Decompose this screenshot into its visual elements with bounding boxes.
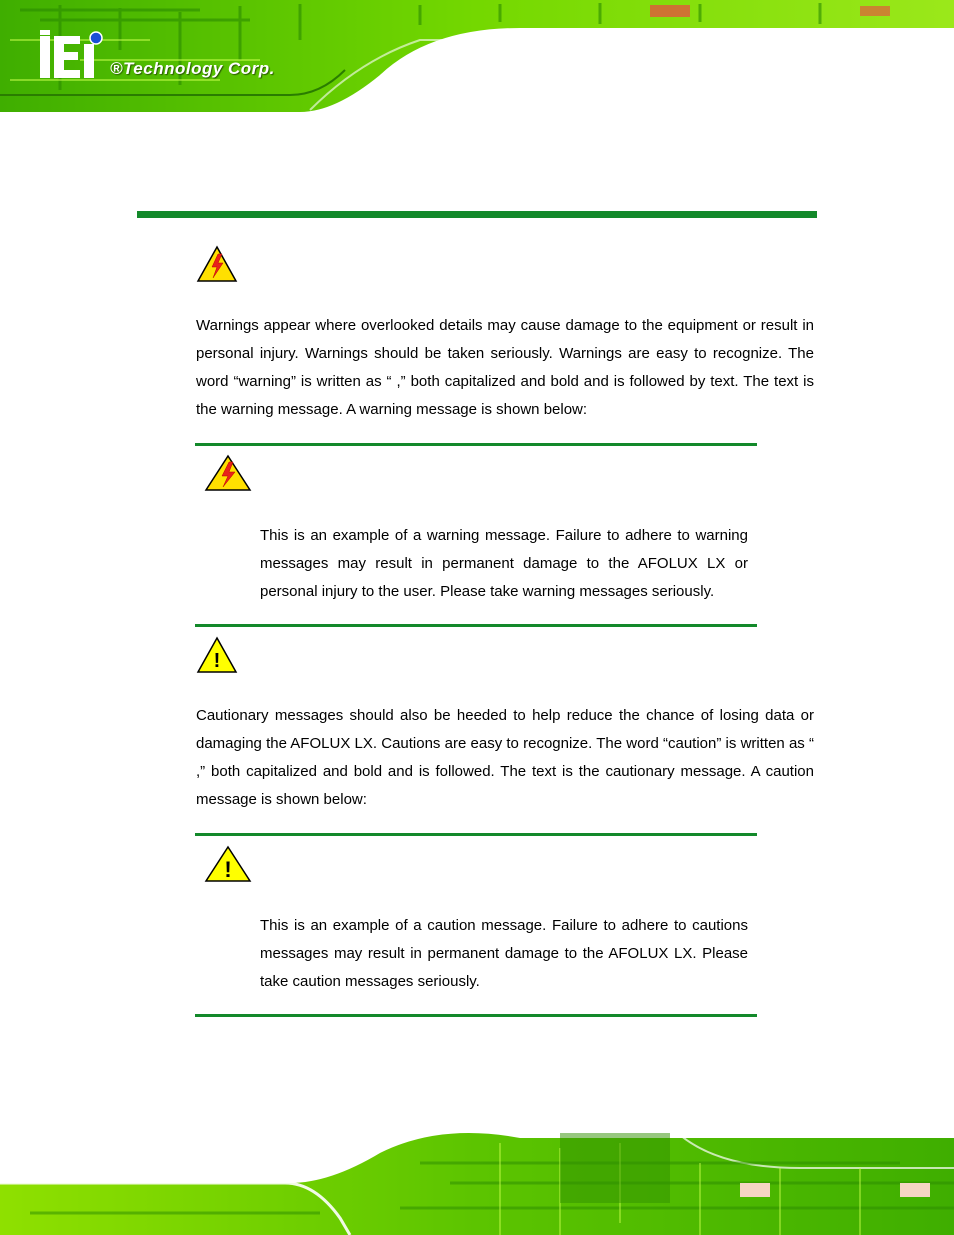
caution-message-text: This is an example of a caution message. Failure to adhere to cautions messages may result in permanent damage to the AFOLUX LX. Please take caution messages seriously.: [260, 917, 748, 990]
caution-box-top-rule: [195, 833, 757, 836]
caution-icon: [196, 636, 238, 674]
warning-box-icon: [204, 454, 252, 492]
warning-icon: [196, 245, 238, 283]
caution-box-bottom-rule: [195, 1014, 757, 1017]
footer-circuit-banner: [0, 1123, 954, 1235]
svg-text:!: !: [213, 650, 221, 672]
warning-message-text: This is an example of a warning message. Failure to adhere to warning messages may result in permanent damage to the AFOLUX LX or personal injury to the user. Please take warning messages seriously.: [260, 527, 748, 600]
svg-text:!: !: [224, 857, 232, 882]
warning-description: Warnings appear where overlooked details may cause damage to the equipment or result in personal injury. Warnings should be taken seriously. Warnings are easy to recognize. The word “warning” is written as “ ,” both capitalized and bold and is followed by text. The text is the warning message. A warning message is shown below:: [196, 317, 814, 418]
header-circuit-banner: [0, 0, 954, 112]
company-logo-text: ®Technology Corp.: [110, 59, 275, 78]
caution-box-icon: [204, 845, 252, 883]
warning-box-top-rule: [195, 443, 757, 446]
section-header-rule: [137, 211, 817, 218]
warning-box-bottom-rule: [195, 624, 757, 627]
caution-description: Cautionary messages should also be heeded to help reduce the chance of losing data or damaging the AFOLUX LX. Cautions are easy to recognize. The word “caution” is written as “ ,” both capitalized and bold and is followed. The text is the cautionary message. A caution message is shown below:: [196, 707, 814, 808]
iei-logo-icon: [38, 30, 108, 80]
